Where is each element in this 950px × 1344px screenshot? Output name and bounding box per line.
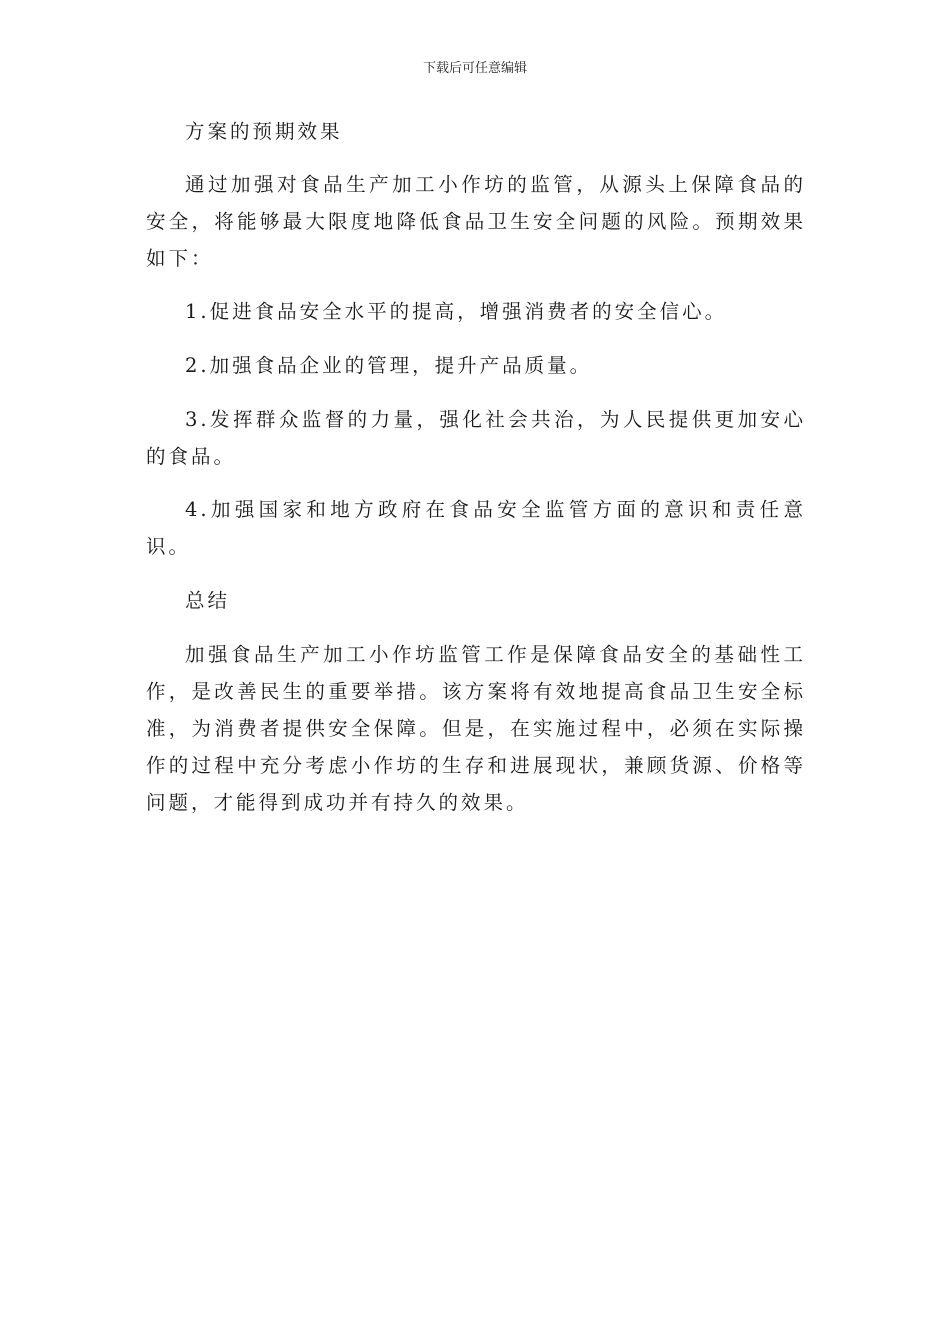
header-note: 下载后可任意编辑 — [422, 61, 527, 76]
summary-paragraph: 加强食品生产加工小作坊监管工作是保障食品安全的基础性工作，是改善民生的重要举措。该方案将有效地提高食品卫生安全标准，为消费者提供安全保障。但是，在实施过程中，必须在实际操作的过程中充分考虑小作坊的生存和进展现状，兼顾货源、价格等问题，才能得到成功并有持久的效果。 — [146, 643, 806, 814]
list-item: 4.加强国家和地方政府在食品安全监管方面的意识和责任意识。 — [146, 498, 806, 558]
list-item: 1.促进食品安全水平的提高，增强消费者的安全信心。 — [185, 300, 728, 323]
intro-paragraph: 通过加强对食品生产加工小作坊的监管，从源头上保障食品的安全，将能够最大限度地降低食品卫生安全问题的风险。预期效果如下： — [146, 173, 806, 270]
list-item: 3.发挥群众监督的力量，强化社会共治，为人民提供更加安心的食品。 — [146, 408, 806, 468]
section-heading-effect: 方案的预期效果 — [185, 120, 343, 143]
document-body — [146, 113, 806, 821]
section-heading-summary: 总结 — [185, 589, 231, 612]
list-item: 2.加强食品企业的管理，提升产品质量。 — [185, 354, 593, 377]
